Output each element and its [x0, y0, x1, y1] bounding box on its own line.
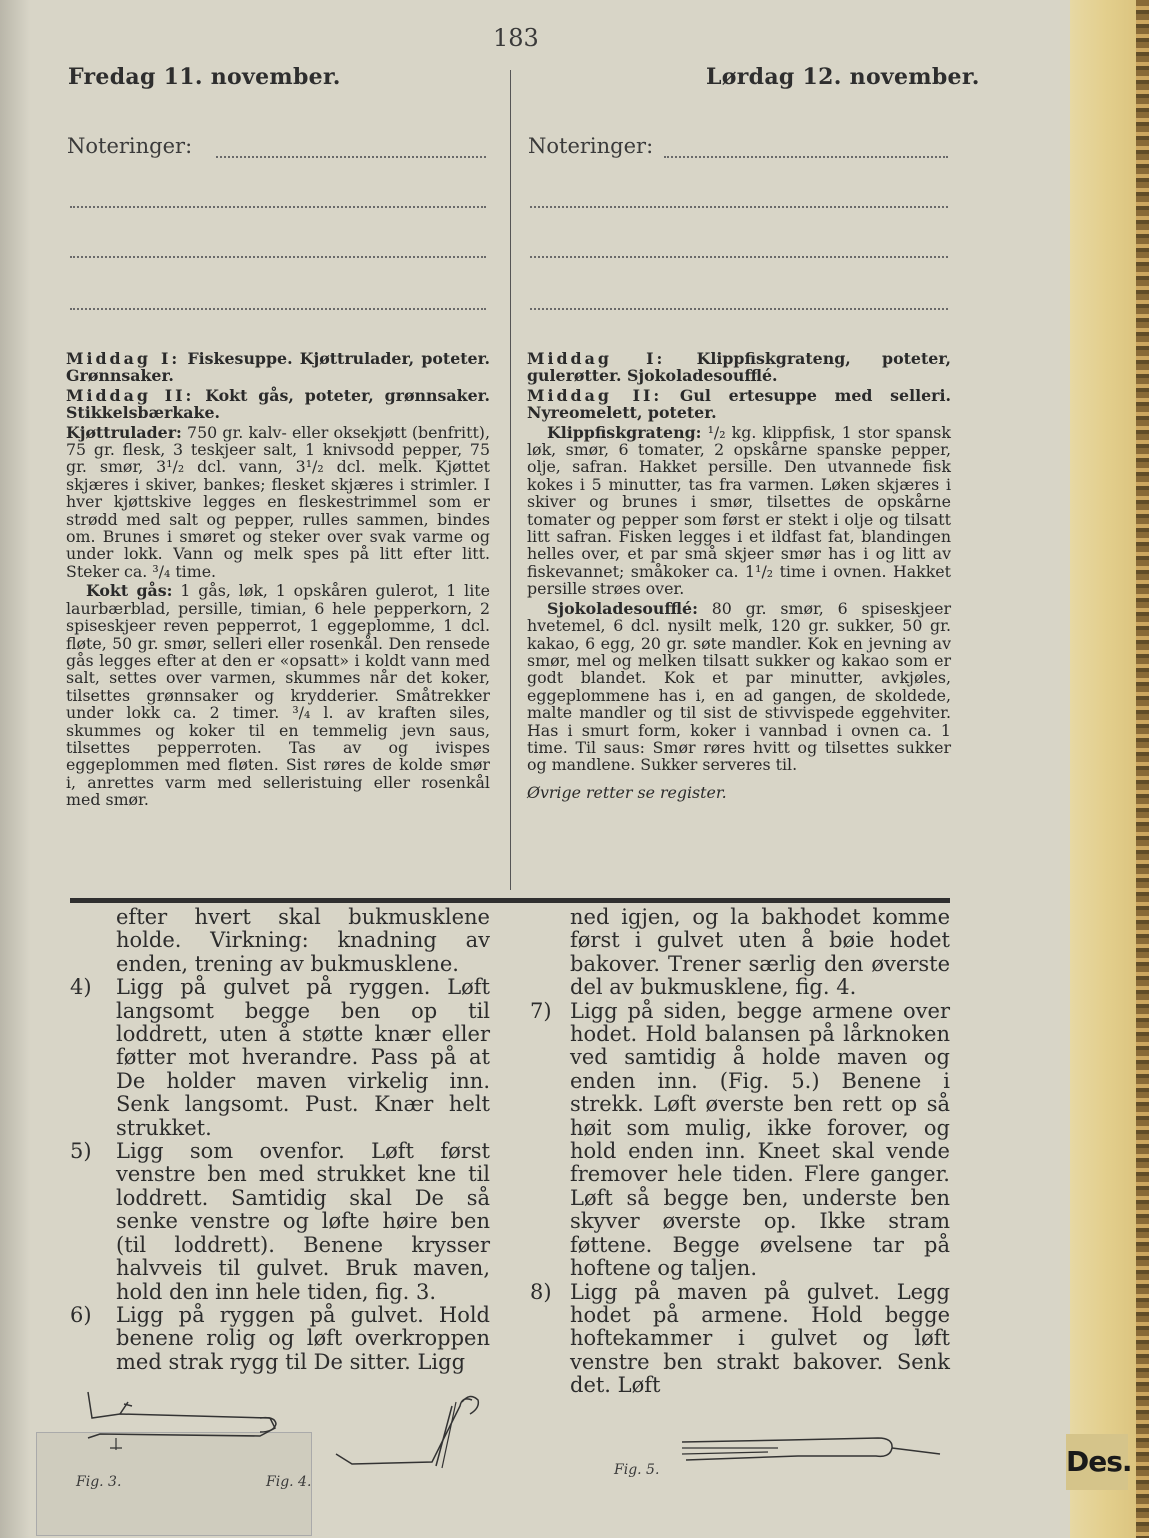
- item-number: 6): [70, 1302, 92, 1327]
- book-edge-pages: [1136, 0, 1149, 1538]
- month-tab[interactable]: Des.: [1066, 1434, 1128, 1490]
- exercise-item: [70, 976, 490, 1140]
- notes-line[interactable]: [70, 308, 486, 310]
- recipe-text: 80 gr. smør, 6 spiseskjeer hvetemel, 6 dcl. nysilt melk, 120 gr. sukker, 50 gr. kakao, 6 egg, 20 gr. søte mandler. Kok en jevning av smør, mel og melken tilsatt sukker og kakao som er godt blandet. Kok et par minutter, avkjøles, eggeplommene has i, en ad gangen, de skoldede, malte mandler og til sist de stivvispede eggehviter. Has i smurt form, koker i vannbad i ovnen ca. 1 time. Til saus: Smør røres hvitt og tilsettes sukker og mandlene. Sukker serveres til.: [527, 598, 951, 775]
- figure-3-illustration: [80, 1388, 300, 1458]
- menu-text: Fiskesuppe. Kjøttrulader, poteter. Grønnsaker.: [66, 349, 490, 386]
- recipe-text: 1 gås, løk, 1 opskåren gulerot, 1 lite laurbærblad, persille, timian, 6 hele pepperkorn, 2 spiseskjeer reven pepperrot, 1 eggeplomme, 1 dcl. fløte, 50 gr. smør, selleri eller rosenkål. Den rensede gås legges efter at den er «opsatt» i koldt vann med salt, settes over varmen, skummes når det koker, tilsettes grønnsaker og krydderier. Småtrekker under lokk ca. 2 timer. ³/₄ l. av kraften siles, skummes og koker til en temmelig jevn saus, tilsettes pepperroten. Tas av og ivispes eggeplommen med fløten. Sist røres de kolde smør i, anrettes varm med selleristuing eller rosenkål med smør.: [66, 581, 490, 810]
- figure-3-caption: Fig. 3.: [76, 1474, 122, 1490]
- figure-5-caption: Fig. 5.: [614, 1462, 660, 1478]
- notes-label-right: Noteringer:: [528, 134, 654, 158]
- recipe-text: ¹/₂ kg. klippfisk, 1 stor spansk løk, smør, 6 tomater, 2 opskårne spanske pepper, olje, safran. Hakket persille. Den utvannede fisk kokes i 5 minutter, tas fra varmen. Løken skjæres i skiver og brunes i smør, tilsettes de opskårne tomater og pepper som først er stekt i olje og tilsatt litt safran. Fisken legges i et ildfast fat, blandingen helles over, et par små skjeer smør has i og litt av fiskevannet; småkoker ca. 1¹/₂ time i ovnen. Hakket persille strøes over.: [527, 422, 951, 599]
- item-number: 4): [70, 975, 92, 1000]
- recipes-right: [527, 350, 951, 803]
- menu-label: Middag II:: [66, 385, 195, 405]
- day-heading-right: Lørdag 12. november.: [706, 64, 980, 90]
- notes-line[interactable]: [530, 308, 948, 310]
- menu-label: Middag II:: [527, 385, 663, 405]
- section-rule: [70, 898, 950, 903]
- figure-5-illustration: [678, 1432, 948, 1472]
- notes-line[interactable]: [70, 206, 486, 208]
- item-text: Ligg på maven på gulvet. Legg hodet på armene. Hold begge hoftekammer i gulvet og løft venstre ben strakt bakover. Senk det. Løft: [570, 1279, 950, 1398]
- item-text: Ligg som ovenfor. Løft først venstre ben med strukket kne til loddrett. Samtidig skal De så senke venstre og løfte høire ben (til loddrett). Benene krysser halvveis til gulvet. Bruk maven, hold den inn hele tiden, fig. 3.: [116, 1139, 490, 1304]
- exercise-item: [530, 1000, 950, 1281]
- notes-line[interactable]: [216, 156, 486, 158]
- item-text: Ligg på siden, begge armene over hodet. Hold balansen på lårknoken ved samtidig å holde maven og enden inn. (Fig. 5.) Benene i strekk. Løft øverste ben rett op så høit som mulig, ikke forover, og hold enden inn. Kneet skal vende fremover hele tiden. Flere ganger. Løft så begge ben, underste ben skyver øverste op. Ikke stram føttene. Begge øvelsene tar på hoftene og taljen.: [570, 998, 950, 1281]
- recipe-title: Klippfiskgrateng:: [547, 422, 702, 442]
- footer-note: Øvrige retter se register.: [527, 782, 727, 802]
- menu-label: Middag I:: [66, 349, 181, 368]
- recipe-title: Sjokoladesoufflé:: [547, 598, 698, 618]
- item-text: Ligg på ryggen på gulvet. Hold benene rolig og løft overkroppen med strak rygg til De sitter. Ligg: [116, 1302, 490, 1374]
- exercise-item: [530, 1281, 950, 1398]
- notes-line[interactable]: [70, 256, 486, 258]
- item-number: 7): [530, 998, 552, 1023]
- notes-line[interactable]: [664, 156, 948, 158]
- menu-label: Middag I:: [527, 349, 666, 368]
- exercise-intro: ned igjen, og la bakhodet komme først i gulvet uten å bøie hodet bakover. Trener særlig den øverste del av bukmusklene, fig. 4.: [570, 905, 950, 1000]
- recipes-left: [66, 350, 490, 811]
- exercise-item: [70, 1140, 490, 1304]
- item-text: Ligg på gulvet på ryggen. Løft langsomt begge ben op til loddrett, uten å støtte knær eller føtter mot hverandre. Pass på at De holder maven virkelig inn. Senk langsomt. Pust. Knær helt strukket.: [116, 975, 490, 1140]
- recipe-title: Kjøttrulader:: [66, 422, 182, 442]
- menu-text: Kokt gås, poteter, grønnsaker. Stikkelsbærkake.: [66, 385, 490, 423]
- item-number: 5): [70, 1139, 92, 1164]
- figure-4-illustration: [332, 1392, 492, 1482]
- menu-text: Klippfiskgrateng, poteter, gulerøtter. Sjokoladesoufflé.: [527, 349, 951, 386]
- page-number: 183: [493, 24, 539, 52]
- notes-line[interactable]: [530, 256, 948, 258]
- figure-4-caption: Fig. 4.: [266, 1474, 312, 1490]
- notes-label-left: Noteringer:: [67, 134, 193, 158]
- exercise-item: [70, 1304, 490, 1374]
- item-number: 8): [530, 1279, 552, 1304]
- exercise-intro: efter hvert skal bukmusklene holde. Virkning: knadning av enden, trening av bukmusklene.: [116, 905, 490, 976]
- recipe-text: 750 gr. kalv- eller oksekjøtt (benfritt), 75 gr. flesk, 3 teskjeer salt, 1 knivsodd pepper, 75 gr. smør, 3¹/₂ dcl. vann, 3¹/₂ dcl. melk. Kjøttet skjæres i skiver, bankes; flesket skjæres i strimler. I hver kjøttskive legges en fleskestrimmel som er strødd med salt og pepper, rulles sammen, bindes om. Brunes i smøret og steker over svak varme og under lokk. Vann og melk spes på litt efter litt. Steker ca. ³/₄ time.: [66, 422, 490, 581]
- menu-text: Gul ertesuppe med selleri. Nyreomelett, poteter.: [527, 385, 951, 423]
- exercises-right: [530, 906, 950, 1398]
- recipe-title: Kokt gås:: [86, 581, 173, 601]
- column-divider: [510, 70, 511, 890]
- day-heading-left: Fredag 11. november.: [68, 64, 341, 90]
- exercises-left: [70, 906, 490, 1374]
- notes-line[interactable]: [530, 206, 948, 208]
